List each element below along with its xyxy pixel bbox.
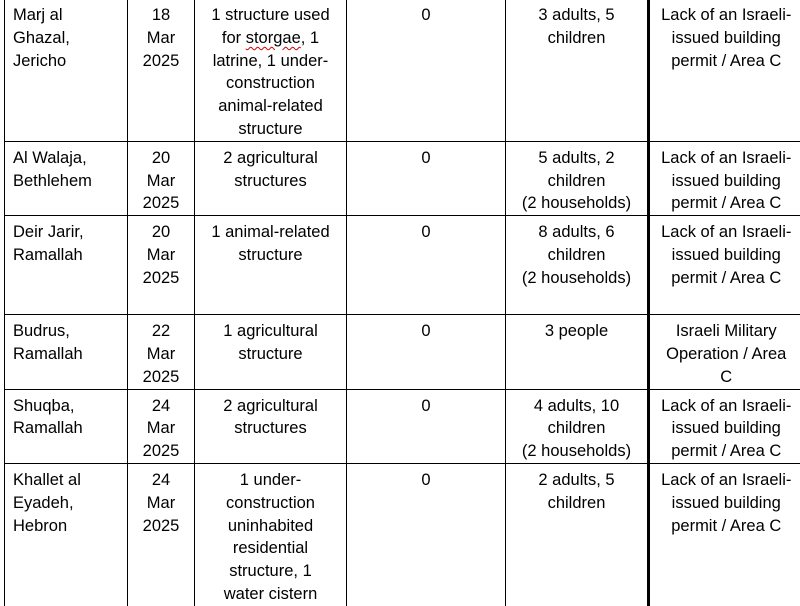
date-cell: 20 Mar 2025 bbox=[128, 216, 195, 315]
table-row bbox=[5, 0, 800, 141]
location-cell: Deir Jarir, Ramallah bbox=[5, 216, 128, 315]
affected-cell: 5 adults, 2 children (2 households) bbox=[506, 141, 649, 215]
demolitions-table bbox=[4, 0, 800, 606]
affected-cell: 8 adults, 6 children (2 households) bbox=[506, 216, 649, 315]
reason-cell: Lack of an Israeli- issued building permit / Area C bbox=[649, 0, 800, 141]
location-cell: Marj al Ghazal, Jericho bbox=[5, 0, 128, 141]
table-row bbox=[5, 141, 800, 215]
date-cell: 18 Mar 2025 bbox=[128, 0, 195, 141]
spelling-error-mark[interactable]: storgae bbox=[246, 29, 301, 47]
date-cell: 20 Mar 2025 bbox=[128, 141, 195, 215]
date-cell: 24 Mar 2025 bbox=[128, 463, 195, 605]
reason-cell: Lack of an Israeli- issued building permit / Area C bbox=[649, 216, 800, 315]
structures-cell: 1 agricultural structure bbox=[195, 315, 347, 389]
table-row bbox=[5, 216, 800, 315]
reason-cell: Lack of an Israeli- issued building permit / Area C bbox=[649, 463, 800, 605]
count-cell: 0 bbox=[347, 463, 506, 605]
reason-cell: Israeli Military Operation / Area C bbox=[649, 315, 800, 389]
location-cell: Budrus, Ramallah bbox=[5, 315, 128, 389]
affected-cell: 3 people bbox=[506, 315, 649, 389]
structures-cell: 1 under- construction uninhabited residential structure, 1 water cistern bbox=[195, 463, 347, 605]
table-row bbox=[5, 315, 800, 389]
structures-cell: 1 structure used for storgae, 1 latrine, 1 under- construction animal-related structure bbox=[195, 0, 347, 141]
count-cell: 0 bbox=[347, 315, 506, 389]
structures-cell: 2 agricultural structures bbox=[195, 389, 347, 463]
count-cell: 0 bbox=[347, 0, 506, 141]
reason-cell: Lack of an Israeli- issued building permit / Area C bbox=[649, 389, 800, 463]
reason-cell: Lack of an Israeli- issued building permit / Area C bbox=[649, 141, 800, 215]
location-cell: Shuqba, Ramallah bbox=[5, 389, 128, 463]
structures-cell: 2 agricultural structures bbox=[195, 141, 347, 215]
date-cell: 24 Mar 2025 bbox=[128, 389, 195, 463]
table-row bbox=[5, 463, 800, 605]
affected-cell: 3 adults, 5 children bbox=[506, 0, 649, 141]
structures-cell: 1 animal-related structure bbox=[195, 216, 347, 315]
date-cell: 22 Mar 2025 bbox=[128, 315, 195, 389]
count-cell: 0 bbox=[347, 389, 506, 463]
location-cell: Al Walaja, Bethlehem bbox=[5, 141, 128, 215]
count-cell: 0 bbox=[347, 216, 506, 315]
location-cell: Khallet al Eyadeh, Hebron bbox=[5, 463, 128, 605]
affected-cell: 4 adults, 10 children (2 households) bbox=[506, 389, 649, 463]
affected-cell: 2 adults, 5 children bbox=[506, 463, 649, 605]
table-row bbox=[5, 389, 800, 463]
count-cell: 0 bbox=[347, 141, 506, 215]
